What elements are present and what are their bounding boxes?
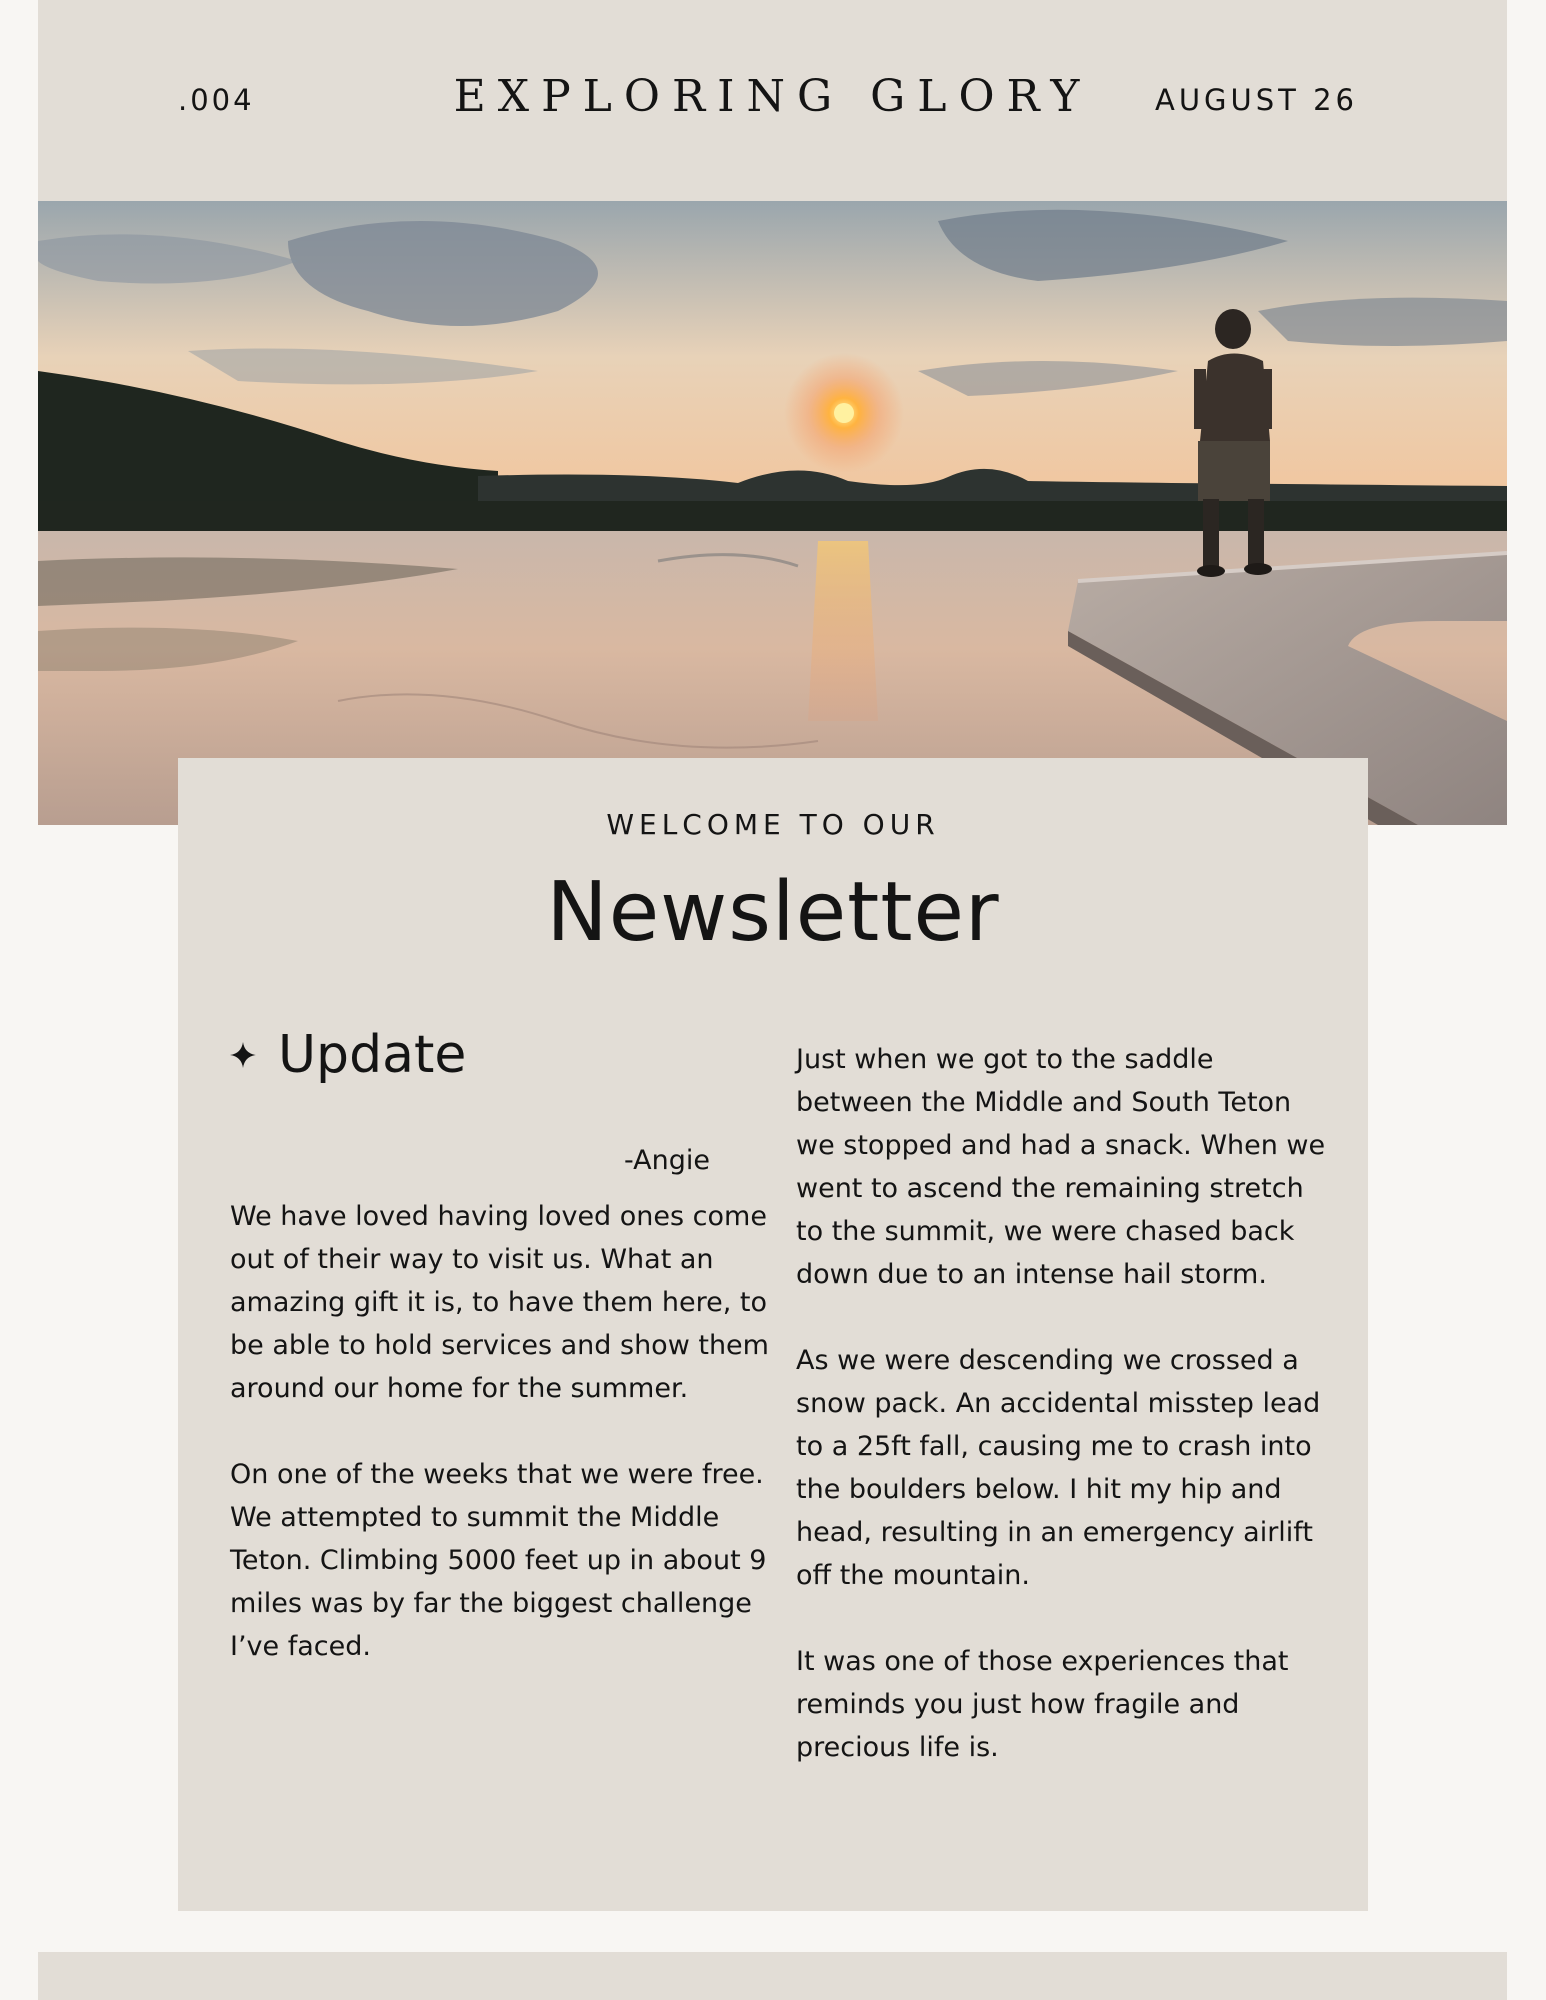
issue-number: .004 [178, 83, 255, 117]
paragraph: Just when we got to the saddle between the Middle and South Teton we stopped and had a snack. When we went to ascend the remaining stretch to the summit, we were chased back down due to an intense hail storm. [796, 1044, 1326, 1290]
section-heading [230, 1020, 466, 1090]
masthead-title: EXPLORING GLORY [453, 71, 1092, 122]
paragraph: It was one of those experiences that reminds you just how fragile and precious life is. [796, 1646, 1289, 1763]
author-byline: -Angie [624, 1145, 710, 1176]
welcome-eyebrow: WELCOME TO OUR [606, 808, 940, 841]
sparkle-icon [230, 1042, 256, 1068]
left-column [230, 1195, 782, 1711]
hero-image [38, 201, 1507, 825]
newsletter-header [38, 0, 1507, 201]
right-column [796, 1038, 1336, 1812]
paragraph: We have loved having loved ones come out of their way to visit us. What an amazing gift it is, to have them here, to be able to hold services and show them around our home for the summer. [230, 1201, 769, 1404]
paragraph: As we were descending we crossed a snow pack. An accidental misstep lead to a 25ft fall, causing me to crash into the boulders below. I hit my hip and head, resulting in an emergency airlift off the mountain. [796, 1345, 1321, 1591]
footer-band [38, 1952, 1507, 2000]
section-title: Update [278, 1025, 467, 1085]
paragraph: On one of the weeks that we were free. We attempted to summit the Middle Teton. Climbing 5000 feet up in about 9 miles was by far the biggest challenge I’ve faced. [230, 1459, 767, 1662]
newsletter-card [178, 758, 1368, 1911]
newsletter-title: Newsletter [546, 865, 1000, 960]
issue-date: AUGUST 26 [1154, 83, 1358, 117]
